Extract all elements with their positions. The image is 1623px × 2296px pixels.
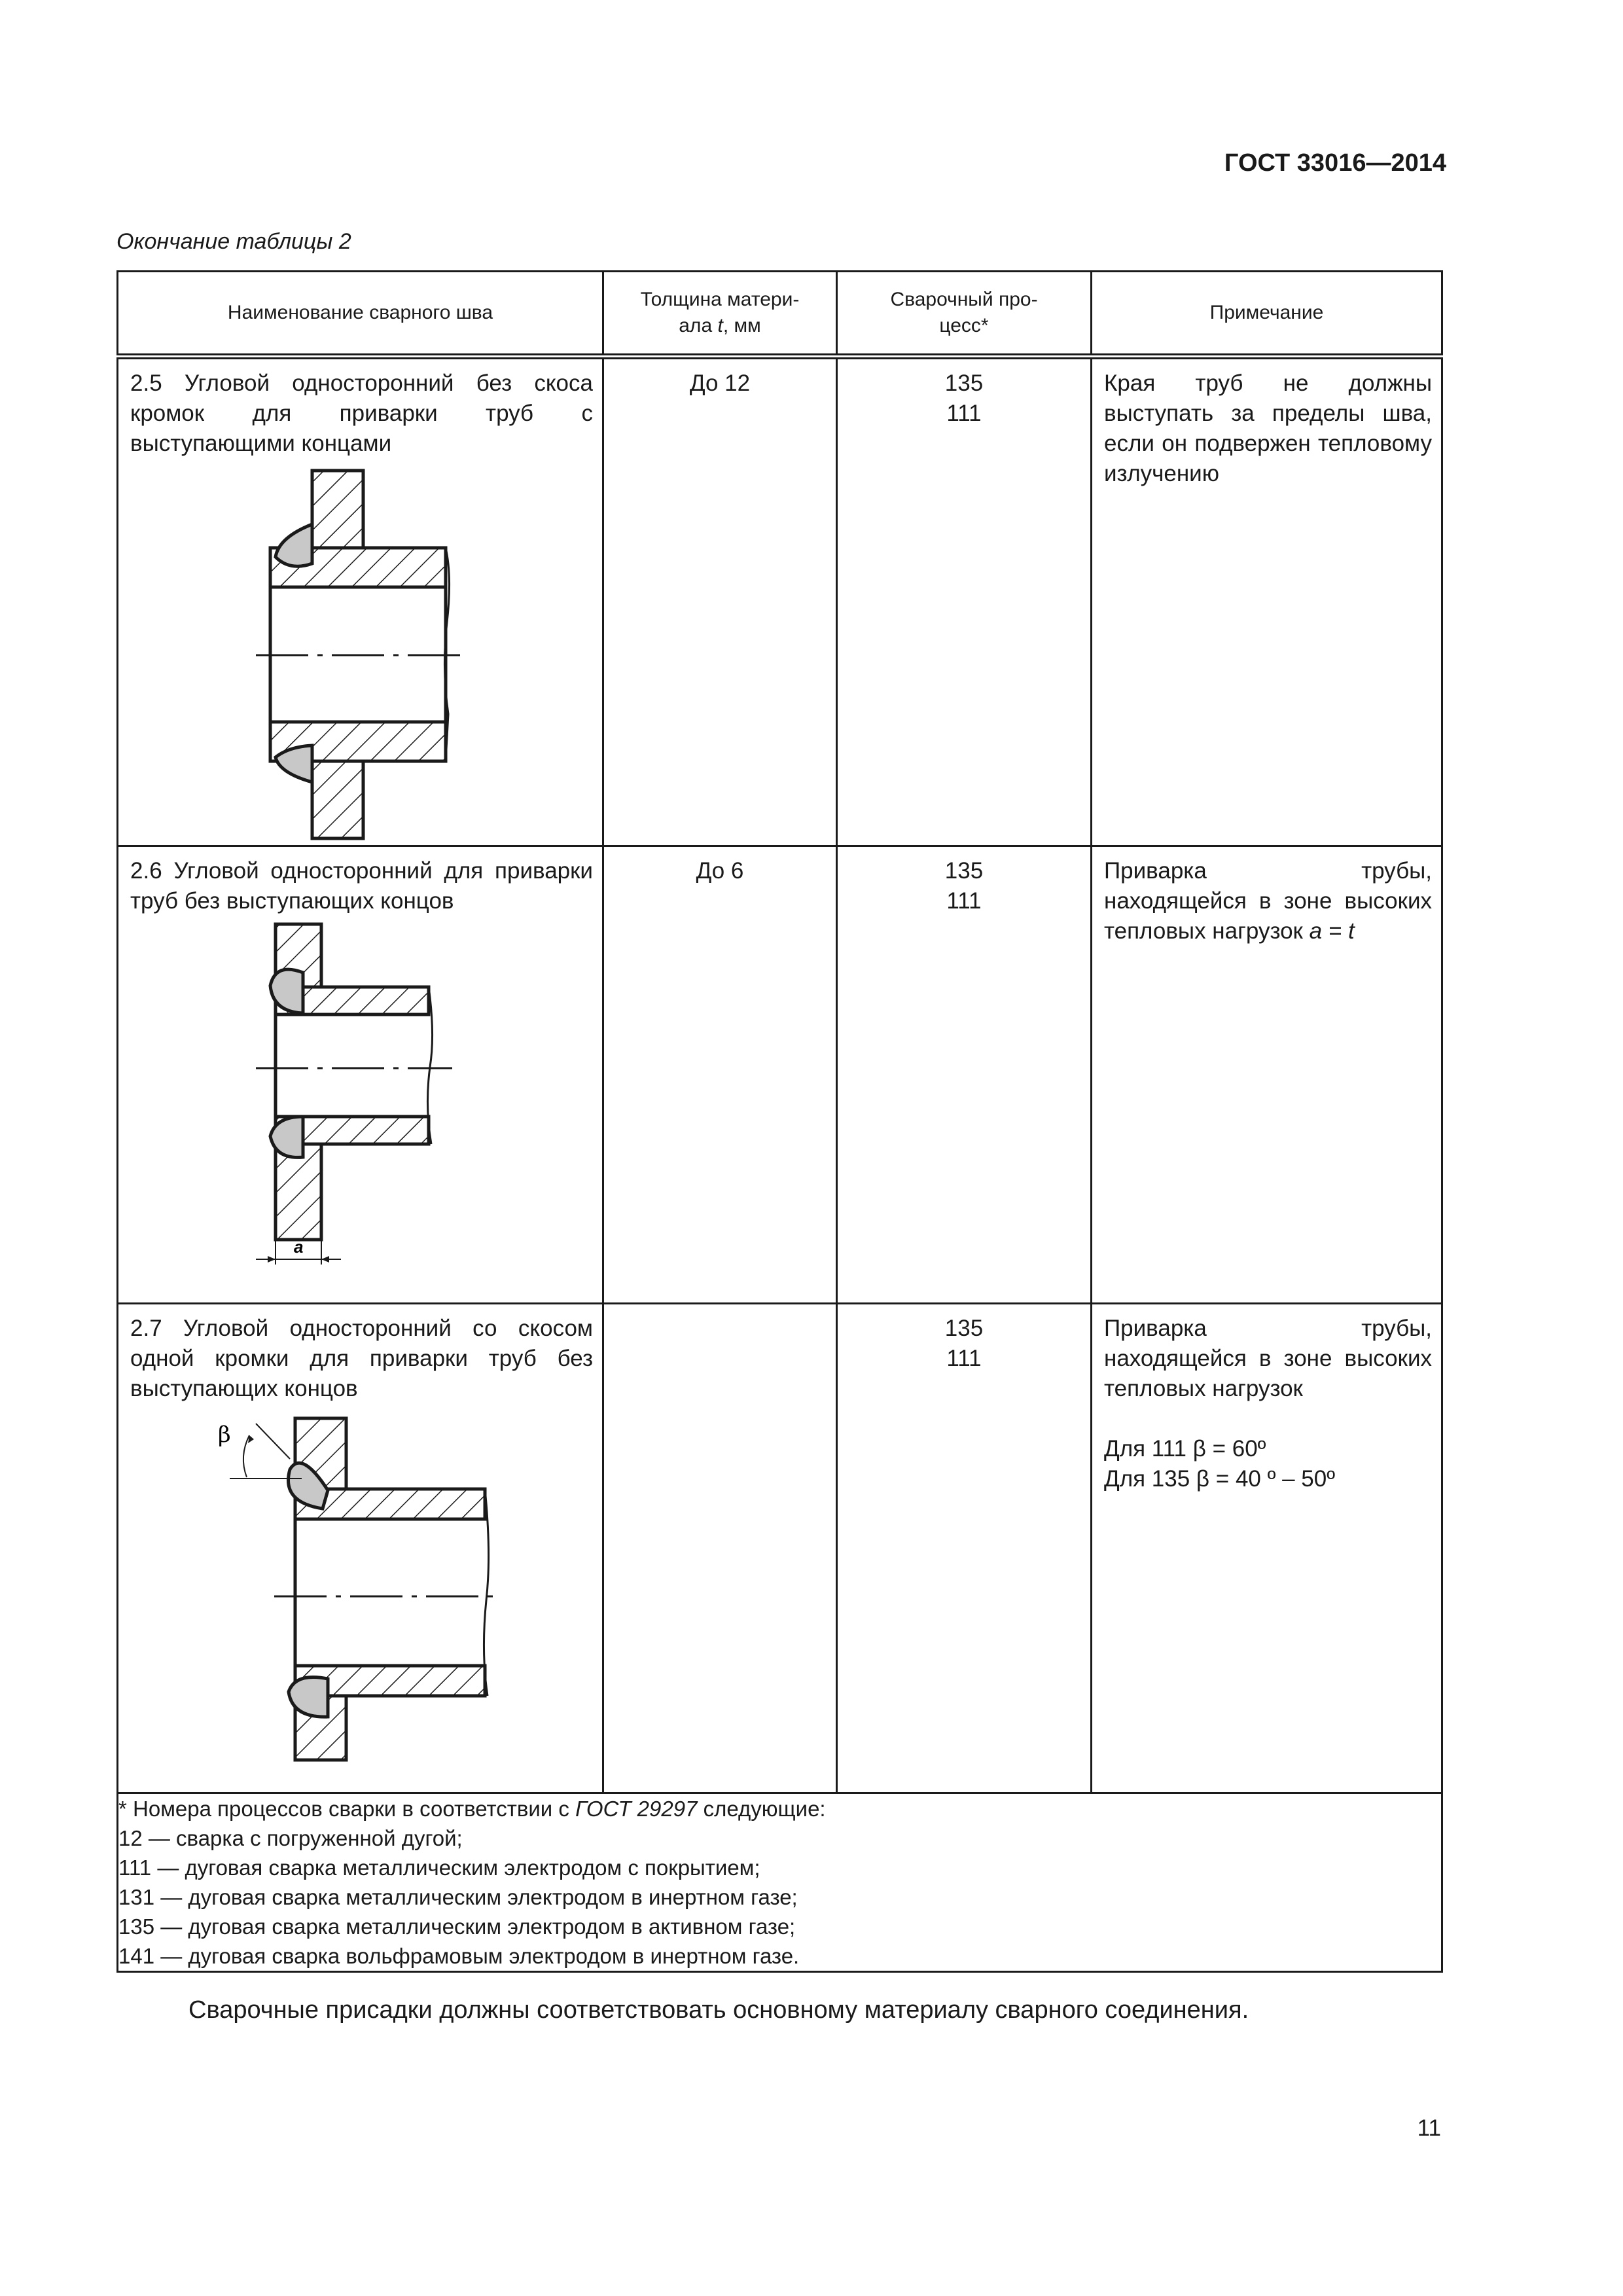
note-angle-111: Для 111 β = 60º (1104, 1436, 1266, 1462)
footnote-intro-end: следующие: (697, 1797, 826, 1821)
col-header-process (837, 272, 1092, 357)
footnote-item: 111 — дуговая сварка металлическим электродом с покрытием; (118, 1856, 760, 1880)
table-row (118, 1304, 1442, 1793)
process-code: 135 (944, 1316, 984, 1341)
col-header-thickness-post: , мм (722, 315, 761, 336)
closing-paragraph: Сварочные присадки должны соответствовать основному материалу сварного соединения. (188, 1996, 1249, 2024)
weld-name: 2.5 Угловой односторонний без скоса кромок для приварки труб с выступающими концами (130, 370, 593, 456)
note-cell (1092, 357, 1442, 846)
process-cell (837, 846, 1092, 1304)
weld-drawing-2-6 (118, 916, 600, 1302)
footnote-intro (118, 1794, 1441, 1823)
col-header-note: Примечание (1092, 272, 1442, 357)
col-header-name: Наименование сварного шва (118, 272, 603, 357)
note-text: Края труб не должны выступать за пределы шва, если он подвержен тепловому излучению (1104, 370, 1432, 486)
process-cell (837, 1304, 1092, 1793)
col-header-thickness-pre: ала (679, 315, 718, 336)
table-row (118, 846, 1442, 1304)
note-text (1092, 847, 1441, 946)
table-header-row (118, 272, 1442, 357)
weld-drawing-2-7 (118, 1404, 600, 1790)
process-code: 135 (944, 858, 984, 884)
weld-drawing-2-5 (118, 459, 600, 845)
col-header-thickness (603, 272, 837, 357)
footnote-item: 135 — дуговая сварка металлическим электродом в активном газе; (118, 1914, 796, 1939)
process-code: 111 (946, 888, 982, 914)
dimension-label-a: a (294, 1237, 304, 1257)
table-footnote (118, 1793, 1442, 1972)
thickness-cell (603, 357, 837, 846)
note-text: Приварка трубы, находящейся в зоне высоких тепловых нагрузок (1104, 1316, 1432, 1401)
col-header-process-line2: цесс* (939, 315, 989, 336)
note-cell (1092, 846, 1442, 1304)
process-code: 111 (946, 401, 982, 426)
document-code: ГОСТ 33016—2014 (1224, 149, 1446, 177)
page-number: 11 (1417, 2115, 1441, 2141)
weld-name: 2.7 Угловой односторонний со скосом одной кромки для приварки труб без выступающих концов (130, 1316, 593, 1401)
thickness-value: До 12 (689, 370, 751, 396)
weld-name-cell (118, 846, 603, 1304)
col-header-thickness-line1: Толщина матери- (640, 289, 800, 310)
table-caption: Окончание таблицы 2 (116, 229, 351, 254)
footnote-item: 141 — дуговая сварка вольфрамовым электродом в инертном газе. (118, 1944, 800, 1968)
footnote-item: 12 — сварка с погруженной дугой; (118, 1826, 463, 1850)
process-cell (837, 357, 1092, 846)
table-footnote-row (118, 1793, 1442, 1972)
note-cell (1092, 1304, 1442, 1793)
thickness-cell (603, 846, 837, 1304)
thickness-cell (603, 1304, 837, 1793)
weld-name-cell (118, 1304, 603, 1793)
note-text-main: Приварка трубы, находящейся в зоне высоких тепловых нагрузок (1104, 858, 1432, 944)
weld-name-cell (118, 357, 603, 846)
welds-table (116, 270, 1443, 1973)
weld-name: 2.6 Угловой односторонний для приварки труб без выступающих концов (130, 858, 593, 914)
col-header-process-line1: Сварочный про- (890, 289, 1038, 310)
col-header-thickness-var: t (717, 315, 723, 336)
thickness-value: До 6 (696, 858, 744, 884)
angle-label-beta: β (218, 1422, 231, 1448)
note-formula: a = t (1309, 918, 1355, 944)
note-angle-135: Для 135 β = 40 º – 50º (1104, 1466, 1336, 1492)
table-row (118, 357, 1442, 846)
footnote-intro-text: * Номера процессов сварки в соответствии с (118, 1797, 576, 1821)
process-code: 135 (944, 370, 984, 396)
footnote-standard-ref: ГОСТ 29297 (575, 1797, 698, 1821)
footnote-item: 131 — дуговая сварка металлическим электродом в инертном газе; (118, 1885, 798, 1909)
process-code: 111 (946, 1346, 982, 1371)
thickness-value (604, 1304, 836, 1314)
